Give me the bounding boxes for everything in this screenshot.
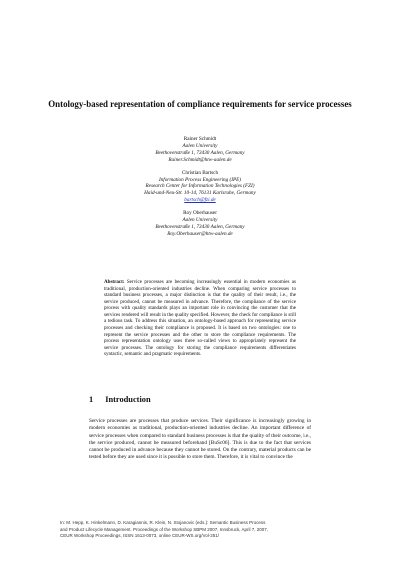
abstract <box>104 279 296 358</box>
author-affiliation: Information Process Engineering (IPE) <box>158 176 242 183</box>
author-address: Beethovenstraße 1, 73430 Aalen, Germany <box>155 149 245 156</box>
author-entry <box>60 170 340 205</box>
section-number: 1 <box>89 395 94 404</box>
section-body: Service processes are processes that produce services. Their significance is increasingly growing in modern economies as traditional, production-oriented industries decline. An important difference of service processes when compared to standard business processes is that the quality of their outcome, i.e., the service produced, cannot be measured beforehand [BuSc06]. This is due to the fact that services cannot be produced in advance because they cannot be stored. On the contrary, material products can be tested before they are used since it is possible to store them. Therefore, it is vital to convince the <box>89 418 311 461</box>
author-address: Haid-und-Neu-Str. 10-14, 76131 Karlsruhe, Germany <box>144 190 256 197</box>
author-name: Rainer Schmidt <box>183 136 217 142</box>
footnote-line: and Product Lifecycle Management. Proceedings of the Workshop SBPM 2007, Innsbruck, April 7, 2007, <box>60 526 269 532</box>
abstract-label: Abstract: <box>104 279 125 285</box>
publication-footnote <box>60 520 340 540</box>
footnote-line: CEUR Workshop Proceedings, ISSN 1613-0073, online CEUR-WS.org/Vol-251/ <box>60 533 219 539</box>
author-email-link[interactable]: bartsch@fzi.de <box>184 197 216 204</box>
author-email: Rainer.Schmidt@htw-aalen.de <box>168 156 232 163</box>
author-affiliation-secondary: Research Center for Information Technologies (FZI) <box>145 183 255 190</box>
author-entry <box>60 210 340 238</box>
author-name: Christian Bartsch <box>181 169 219 176</box>
abstract-text: Service processes are becoming increasingly essential in modern economies as traditional, production-oriented industries decline. When comparing service processes to standard business processes, a major distinction is that the quality of their result, i.e., the service produced, cannot be measured in advance. Therefore, the compliance of the service process with quality standards plays an important role in convincing the customer that the services rendered will result in the quality specified. However, the check for compliance is still a tedious task. To address this situation, an ontology-based approach for representing service processes and checking their compliance is proposed. It is based on two ontologies: one to represent the service processes and the other to store the compliance requirements. The process representation ontology uses three so-called views to appropriately represent the service processes. The ontology for storing the compliance requirements differentiates syntactic, semantic and pragmatic requirements. <box>104 279 296 358</box>
author-email: Roy.Oberhauser@htw-aalen.de <box>167 230 233 237</box>
author-affiliation: Aalen University <box>182 142 218 149</box>
author-address: Beethovenstraße 1, 73430 Aalen, Germany <box>155 223 245 230</box>
author-entry <box>60 136 340 164</box>
section-title: Introduction <box>105 395 151 404</box>
footnote-line: In: M. Hepp, K. Hinkelmann, D. Karagiannis, R. Klein, N. Stojanovic (eds.): Semantic Business Process <box>60 520 266 525</box>
paper-title: Ontology-based representation of compliance requirements for service processes <box>48 99 352 109</box>
author-affiliation: Aalen University <box>182 217 218 224</box>
author-block <box>60 136 340 244</box>
section-heading <box>89 395 151 404</box>
author-name: Roy Oberhauser <box>183 210 217 217</box>
